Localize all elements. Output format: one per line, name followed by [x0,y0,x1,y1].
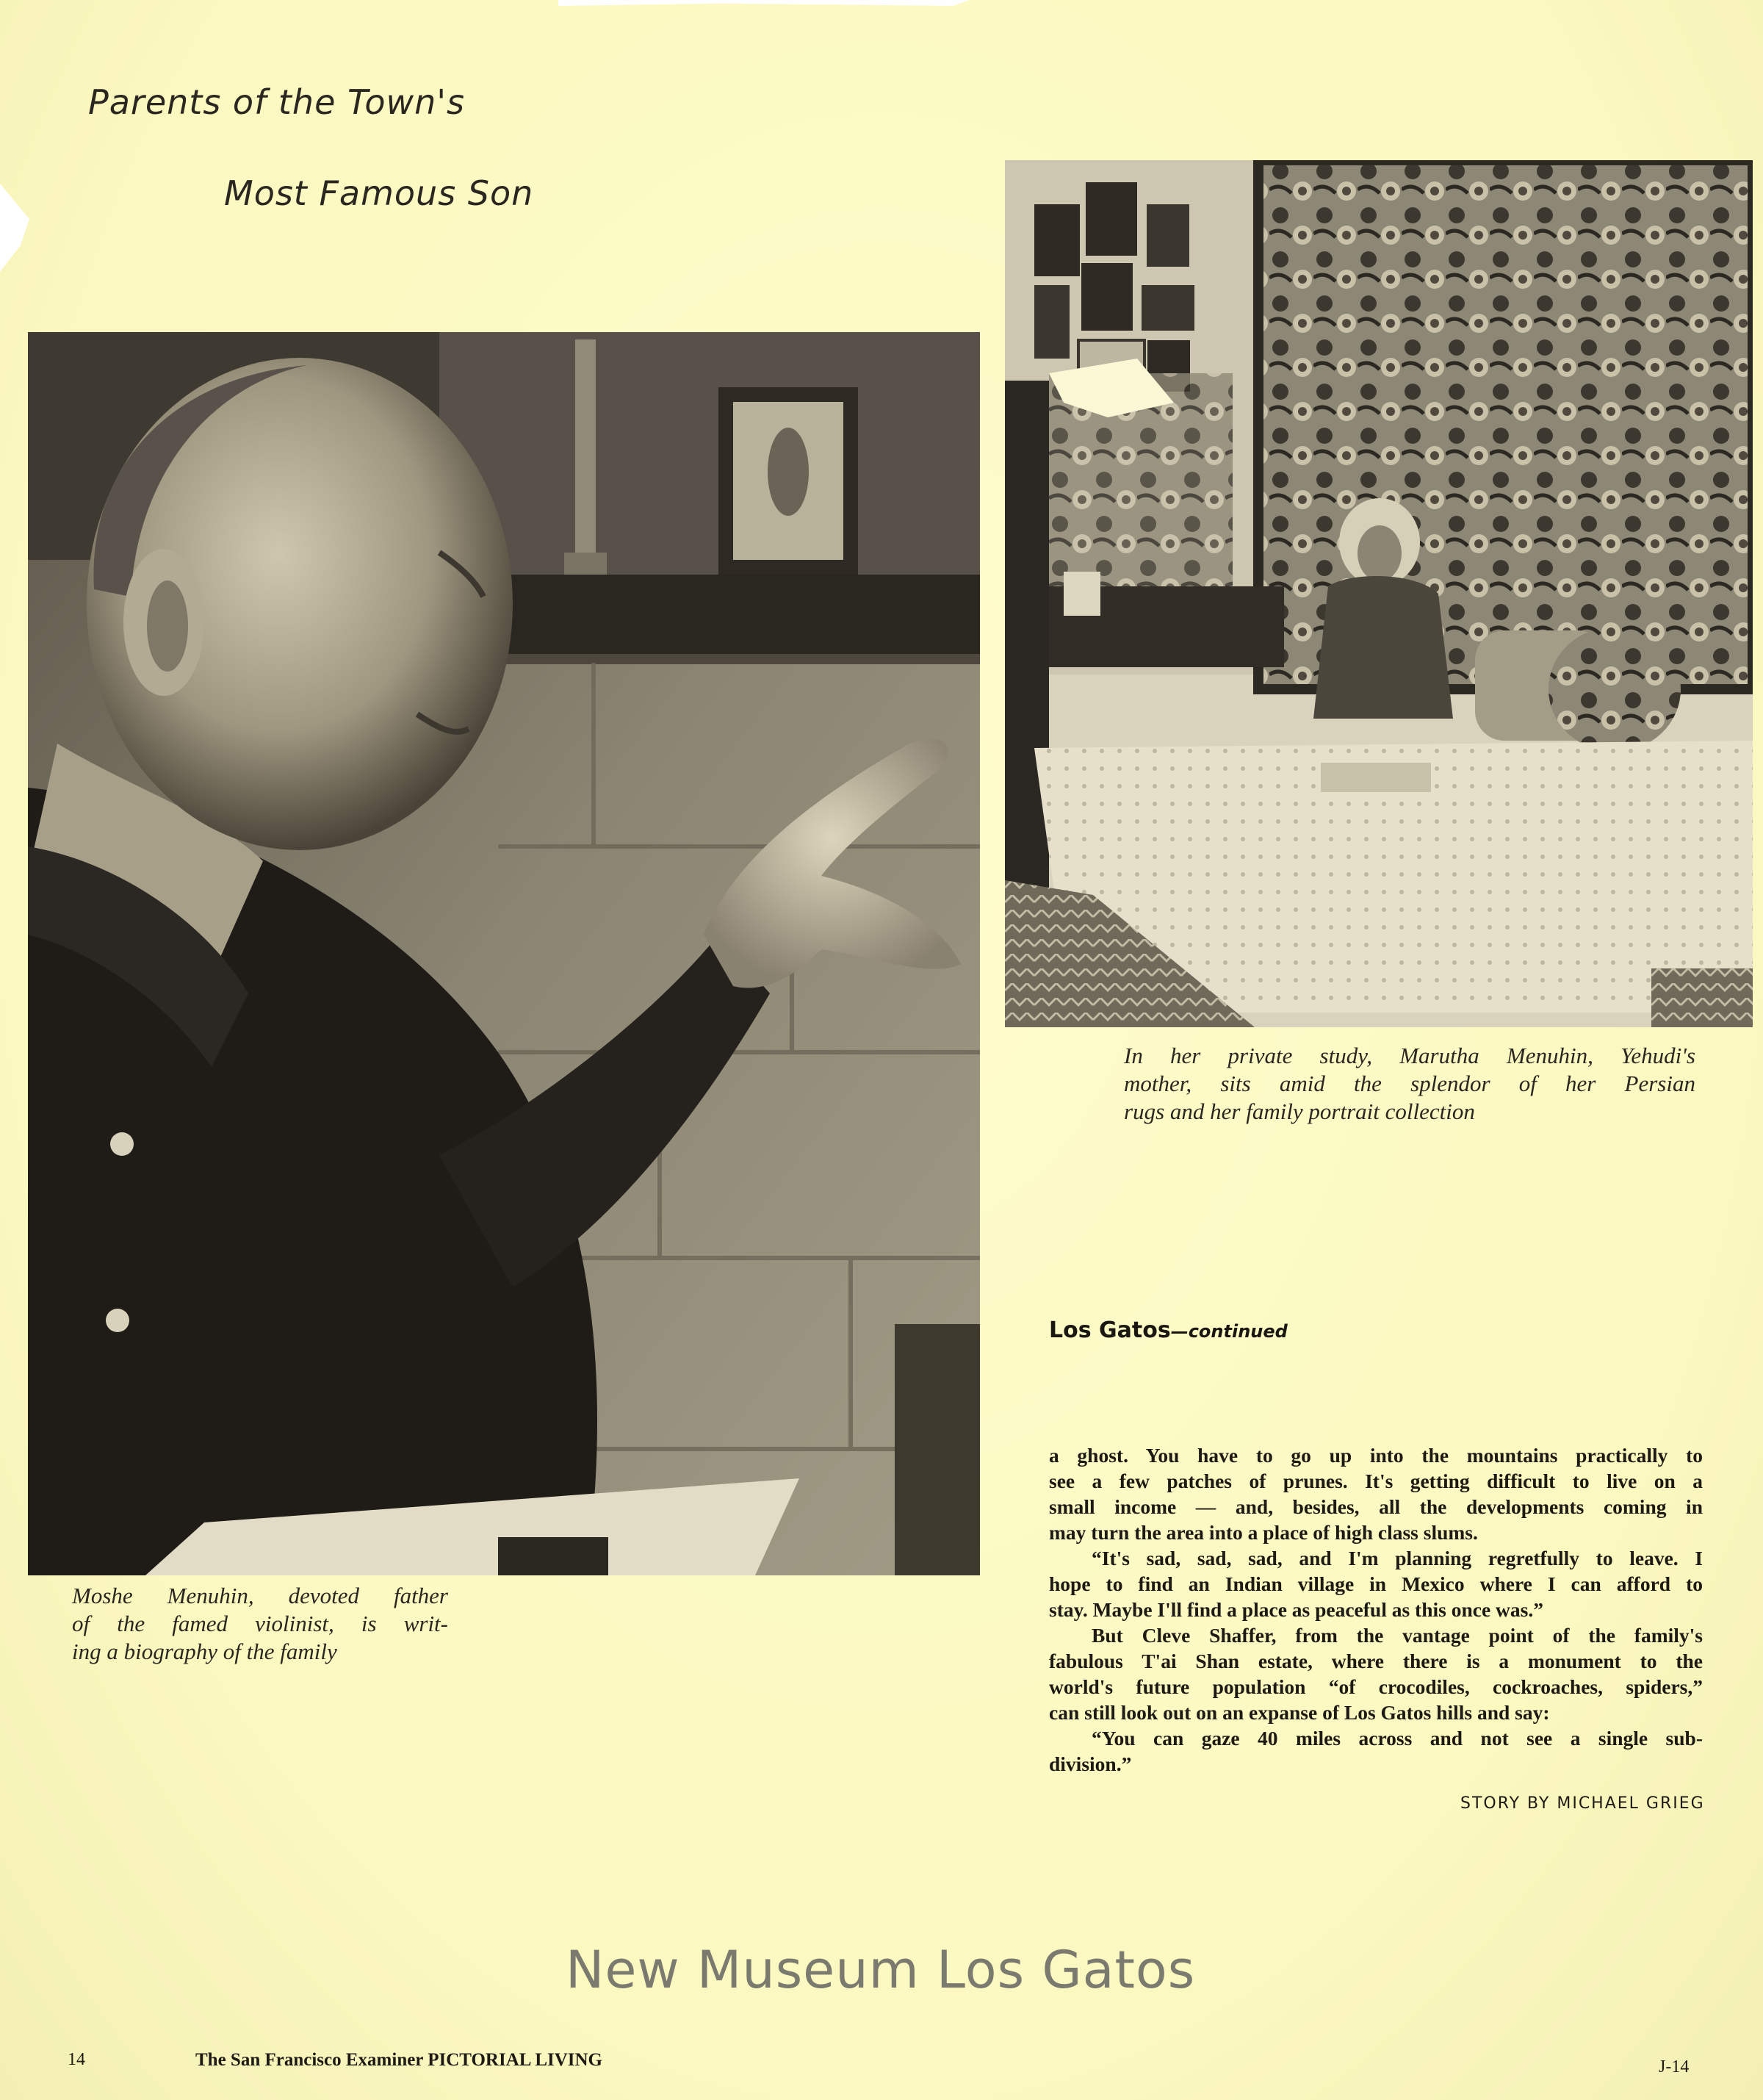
father-caption-line: of the famed violinist, is writ- [72,1611,448,1636]
article-line: a ghost. You have to go up into the mountains practically to [1049,1444,1703,1467]
article-line: fabulous T'ai Shan estate, where there is a monument to the [1049,1650,1703,1672]
article-line: But Cleve Shaffer, from the vantage point of the family's [1092,1624,1703,1647]
torn-edge-left [0,184,29,272]
father-photo [28,332,980,1575]
father-caption [72,1582,448,1666]
section-title [1049,1317,1288,1343]
mother-caption-line: mother, sits amid the splendor of her Persian [1124,1071,1695,1096]
footer-page-number: 14 [68,2050,85,2069]
father-caption-line: Moshe Menuhin, devoted father [72,1583,448,1608]
section-continued-label: —continued [1170,1321,1288,1342]
byline: STORY BY MICHAEL GRIEG [1460,1794,1705,1813]
father-photo-image [28,332,980,1575]
footer-publication: The San Francisco Examiner PICTORIAL LIVING [195,2050,603,2070]
mother-photo [1005,160,1753,1027]
headline-line-1: Parents of the Town's [88,82,465,122]
watermark: New Museum Los Gatos [566,1940,1196,2000]
article-line: can still look out on an expanse of Los Gatos hills and say: [1049,1701,1550,1724]
article-line: “You can gaze 40 miles across and not see a single sub- [1092,1727,1703,1750]
footer-section-code: J-14 [1659,2057,1690,2076]
mother-photo-image [1005,160,1753,1027]
article-line: “It's sad, sad, sad, and I'm planning regretfully to leave. I [1092,1547,1703,1569]
article-line: stay. Maybe I'll find a place as peaceful as this once was.” [1049,1598,1543,1621]
mother-caption-line: In her private study, Marutha Menuhin, Yehudi's [1124,1043,1695,1068]
mother-caption [1124,1042,1695,1126]
article-line: hope to find an Indian village in Mexico where I can afford to [1049,1572,1703,1595]
torn-edge-top [558,0,970,6]
article-line: world's future population “of crocodiles, cockroaches, spiders,” [1049,1675,1703,1698]
article-line: small income — and, besides, all the developments coming in [1049,1495,1703,1518]
mother-caption-line: rugs and her family portrait collection [1124,1098,1475,1124]
article-line: division.” [1049,1752,1132,1775]
section-title-text: Los Gatos [1049,1317,1171,1343]
father-caption-line: ing a biography of the family [72,1639,337,1664]
article-line: see a few patches of prunes. It's getting difficult to live on a [1049,1470,1703,1492]
article-body [1049,1442,1703,1777]
headline-line-2: Most Famous Son [224,173,534,213]
article-line: may turn the area into a place of high class slums. [1049,1521,1478,1544]
